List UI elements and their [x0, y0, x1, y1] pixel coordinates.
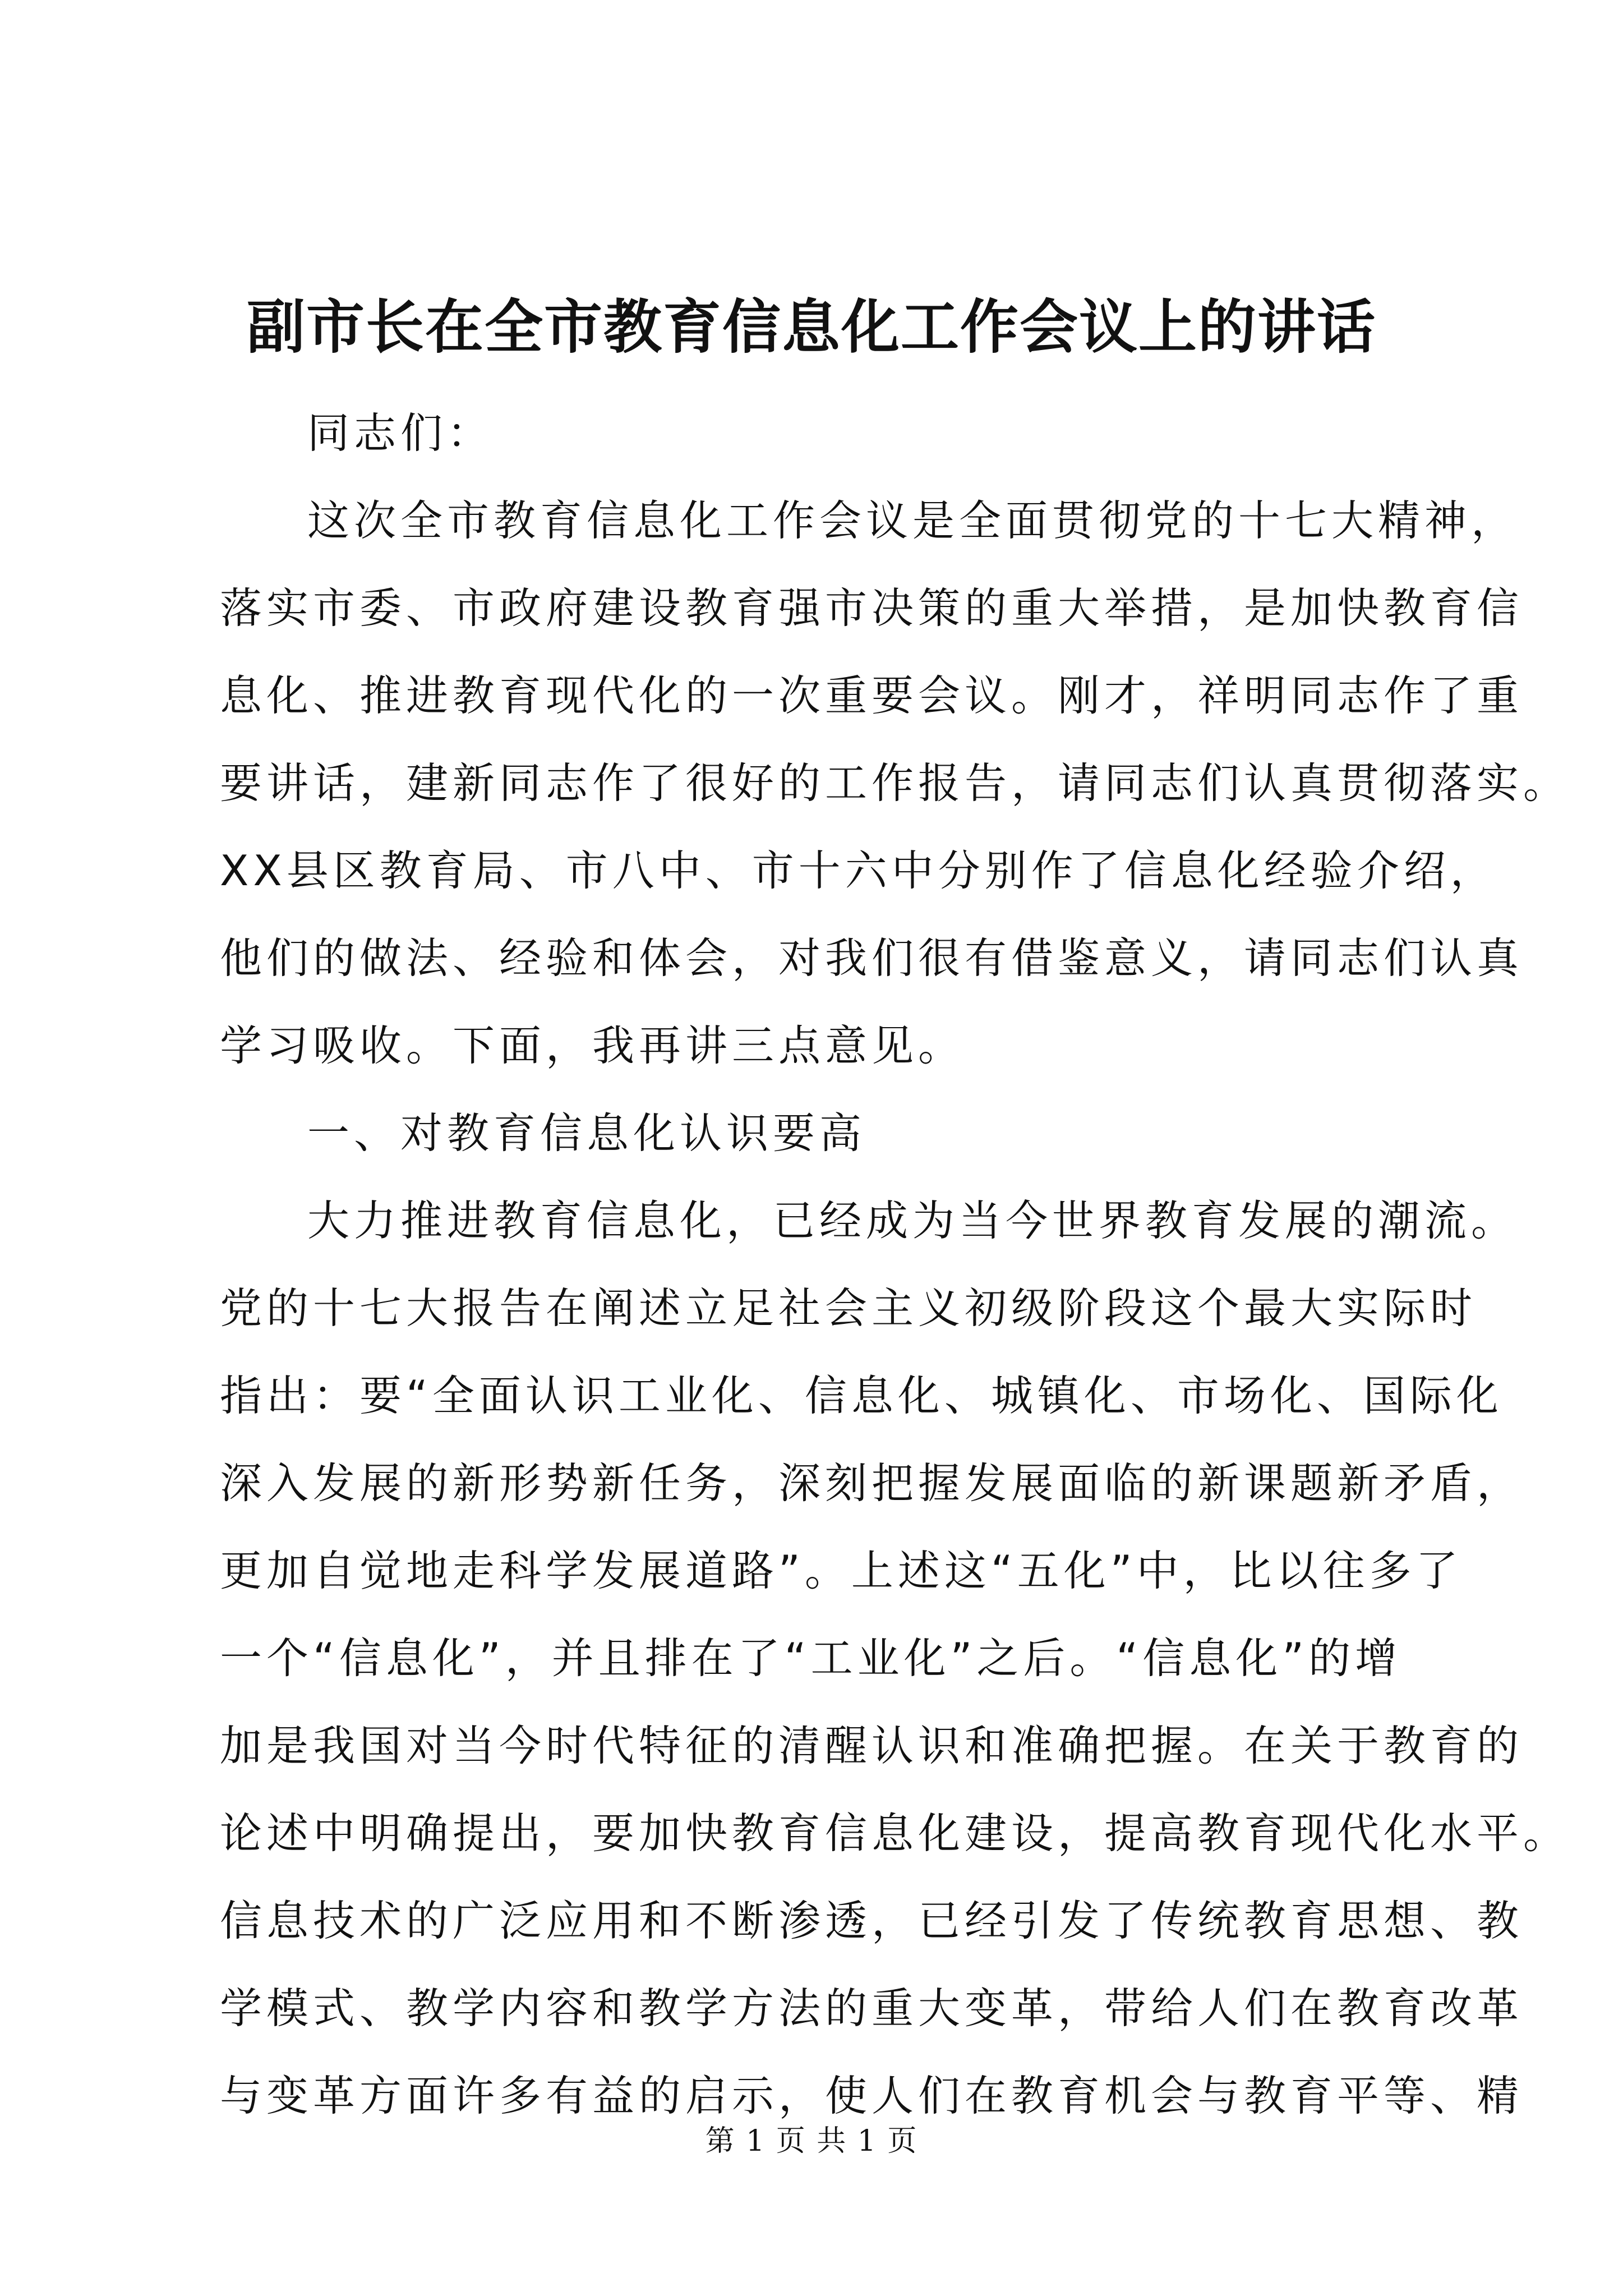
text-line: 学习吸收。下面，我再讲三点意见。 — [220, 1021, 965, 1070]
document-body — [220, 389, 1570, 2139]
text-line: XX县区教育局、市八中、市十六中分别作了信息化经验介绍， — [220, 846, 1497, 895]
text-line: 论述中明确提出，要加快教育信息化建设，提高教育现代化水平。 — [220, 1809, 1570, 1858]
text-line: 要讲话，建新同志作了很好的工作报告，请同志们认真贯彻落实。 — [220, 758, 1570, 808]
text-line: 指出：要“全面认识工业化、信息化、城镇化、市场化、国际化 — [220, 1371, 1503, 1420]
text-line: 同志们： — [307, 408, 494, 458]
text-line: 大力推进教育信息化，已经成为当今世界教育发展的潮流。 — [307, 1196, 1518, 1245]
text-line: 信息技术的广泛应用和不断渗透，已经引发了传统教育思想、教 — [220, 1896, 1524, 1945]
text-line: 与变革方面许多有益的启示，使人们在教育机会与教育平等、精 — [220, 2071, 1524, 2120]
text-line: 一个“信息化”，并且排在了“工业化”之后。“信息化”的增 — [220, 1634, 1402, 1683]
text-line: 更加自觉地走科学发展道路”。上述这“五化”中，比以往多了 — [220, 1546, 1463, 1595]
text-line: 落实市委、市政府建设教育强市决策的重大举措，是加快教育信 — [220, 583, 1524, 633]
text-line: 他们的做法、经验和体会，对我们很有借鉴意义，请同志们认真 — [220, 933, 1524, 983]
document-title: 副市长在全市教育信息化工作会议上的讲话 — [246, 292, 1376, 361]
text-line: 党的十七大报告在阐述立足社会主义初级阶段这个最大实际时 — [220, 1283, 1477, 1333]
text-line: 加是我国对当今时代特征的清醒认识和准确把握。在关于教育的 — [220, 1721, 1524, 1770]
text-line: 息化、推进教育现代化的一次重要会议。刚才，祥明同志作了重 — [220, 671, 1524, 720]
text-line: 深入发展的新形势新任务，深刻把握发展面临的新课题新矛盾， — [220, 1458, 1524, 1508]
page-footer: 第 1 页 共 1 页 — [705, 2124, 918, 2158]
text-line: 一、对教育信息化认识要高 — [307, 1108, 866, 1158]
text-line: 学模式、教学内容和教学方法的重大变革，带给人们在教育改革 — [220, 1984, 1524, 2033]
text-line: 这次全市教育信息化工作会议是全面贯彻党的十七大精神， — [307, 496, 1518, 545]
